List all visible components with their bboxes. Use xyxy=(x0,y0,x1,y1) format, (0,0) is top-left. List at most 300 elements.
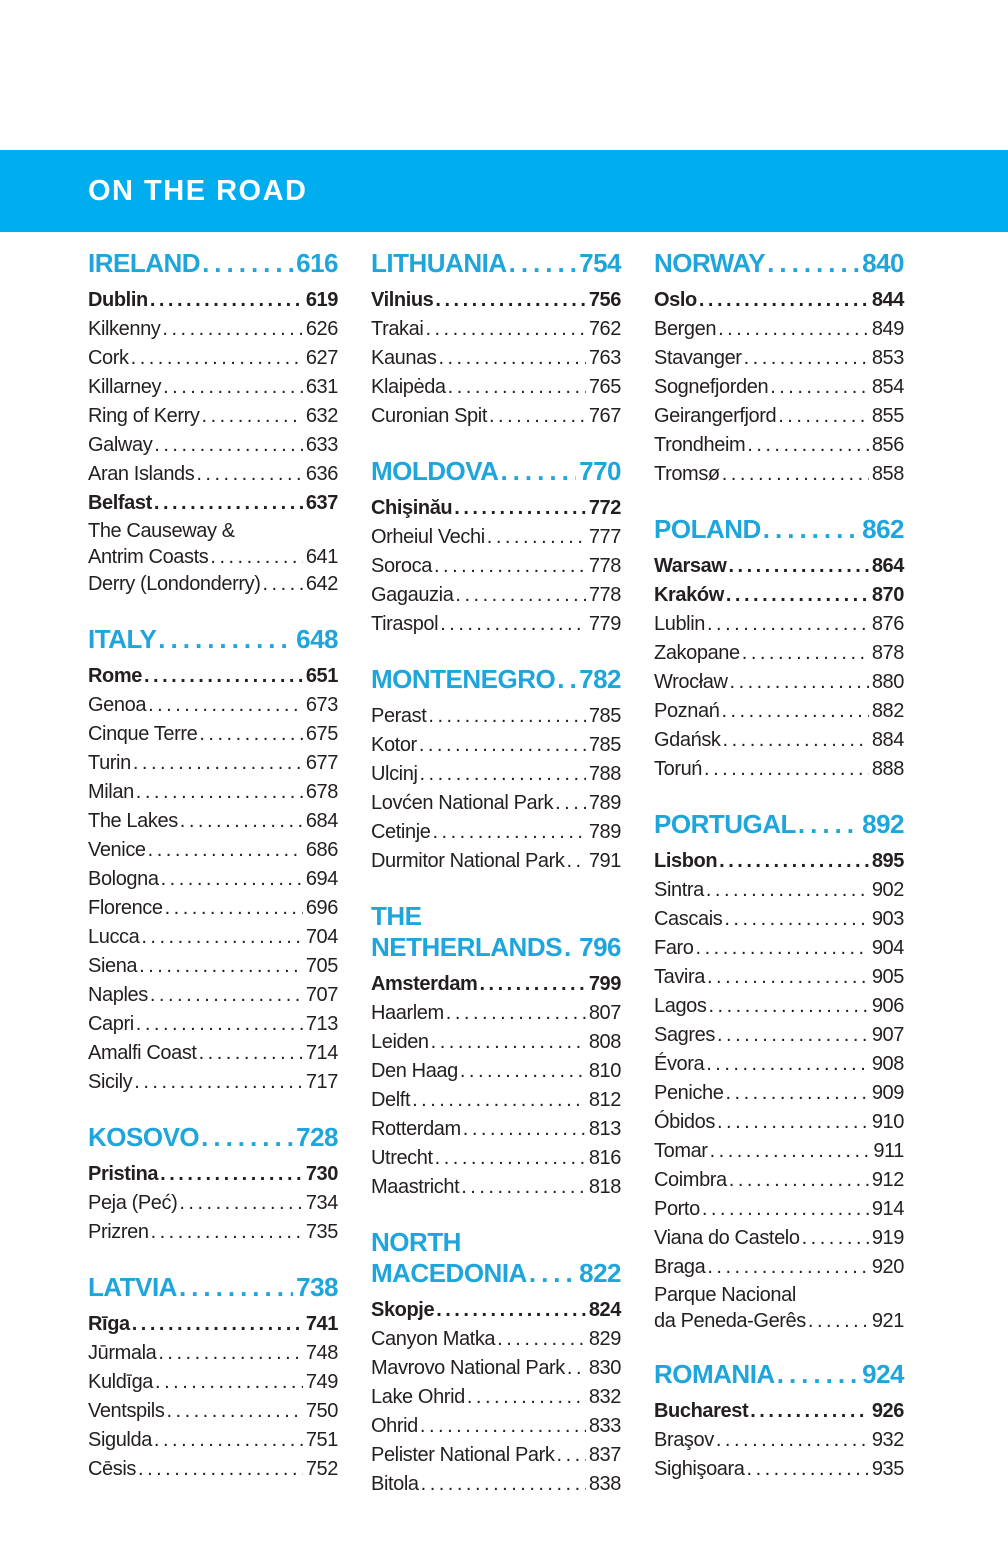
toc-entry-page-number: 735 xyxy=(305,1221,338,1243)
toc-entry-label: Jūrmala xyxy=(88,1342,157,1364)
toc-entry xyxy=(88,1455,338,1484)
toc-entry-page-number: 734 xyxy=(305,1192,338,1214)
toc-entry-page-number: 789 xyxy=(588,821,621,843)
toc-entry-page-number: 880 xyxy=(871,671,904,693)
toc-entry-label: Haarlem xyxy=(371,1002,444,1024)
section-heading-label: KOSOVO xyxy=(88,1122,200,1152)
toc-entry-page-number: 751 xyxy=(305,1429,338,1451)
section-heading-page-number: 616 xyxy=(296,248,338,278)
toc-entry-page-number: 854 xyxy=(871,376,904,398)
toc-entry xyxy=(88,836,338,865)
toc-entry-label: Turin xyxy=(88,752,131,774)
toc-entry-page-number: 849 xyxy=(871,318,904,340)
section-heading-page-number: 840 xyxy=(862,248,904,278)
dot-leader xyxy=(694,934,869,963)
dot-leader xyxy=(417,731,586,760)
toc-entry-label: Naples xyxy=(88,984,148,1006)
toc-entry-label: Kaunas xyxy=(371,347,437,369)
dot-leader xyxy=(164,1397,302,1426)
dot-leader xyxy=(459,1173,586,1202)
section-heading-page-number: 924 xyxy=(862,1359,904,1389)
toc-entry-label: Toruń xyxy=(654,758,703,780)
toc-entry xyxy=(654,286,904,315)
toc-entry-label: Vilnius xyxy=(371,289,434,311)
toc-entry-page-number: 756 xyxy=(588,289,621,311)
dot-leader xyxy=(719,697,868,726)
dot-leader xyxy=(153,1368,303,1397)
dot-leader xyxy=(194,460,302,489)
toc-entry-label: Tiraspol xyxy=(371,613,439,635)
dot-leader xyxy=(745,431,869,460)
dot-leader xyxy=(796,809,859,840)
toc-entry-label: Bucharest xyxy=(654,1400,749,1422)
dot-leader xyxy=(130,1310,303,1339)
toc-columns xyxy=(88,248,904,1499)
dot-leader xyxy=(430,818,585,847)
section-heading-label: NORWAY xyxy=(654,248,766,278)
toc-entry-page-number: 788 xyxy=(588,763,621,785)
toc-entry-page-number: 855 xyxy=(871,405,904,427)
toc-entry-label: Genoa xyxy=(88,694,147,716)
toc-entry-label: Sagres xyxy=(654,1024,715,1046)
toc-entry xyxy=(88,749,338,778)
toc-entry-label: Zakopane xyxy=(654,642,740,664)
toc-entry xyxy=(88,460,338,489)
section-heading-page-number: 754 xyxy=(579,248,621,278)
dot-leader xyxy=(433,1144,586,1173)
toc-entry-page-number: 791 xyxy=(588,850,621,872)
toc-entry xyxy=(88,1189,338,1218)
toc-entry-page-number: 833 xyxy=(588,1415,621,1437)
dot-leader xyxy=(705,963,869,992)
toc-entry-page-number: 686 xyxy=(305,839,338,861)
toc-entry-label: Dublin xyxy=(88,289,148,311)
toc-entry-label: Wrocław xyxy=(654,671,728,693)
dot-leader xyxy=(134,1010,303,1039)
toc-entry xyxy=(654,668,904,697)
dot-leader xyxy=(776,402,869,431)
toc-entry-page-number: 906 xyxy=(871,995,904,1017)
toc-entry xyxy=(654,431,904,460)
dot-leader xyxy=(152,1426,303,1455)
toc-entry-page-number: 772 xyxy=(588,497,621,519)
toc-entry-page-number: 816 xyxy=(588,1147,621,1169)
toc-entry xyxy=(654,755,904,784)
dot-leader xyxy=(715,1108,869,1137)
dot-leader xyxy=(177,1272,293,1303)
toc-entry-label: Siena xyxy=(88,955,138,977)
dot-leader xyxy=(458,1057,586,1086)
toc-section-kosovo xyxy=(88,1122,338,1247)
toc-entry-label: Cēsis xyxy=(88,1458,137,1480)
dot-leader xyxy=(159,865,303,894)
toc-entry-page-number: 717 xyxy=(305,1071,338,1093)
section-heading xyxy=(654,248,904,279)
toc-entry-page-number: 888 xyxy=(871,758,904,780)
toc-entry-label: Óbidos xyxy=(654,1111,715,1133)
section-heading xyxy=(88,1272,338,1303)
toc-entry-page-number: 705 xyxy=(305,955,338,977)
toc-entry xyxy=(654,1397,904,1426)
toc-entry xyxy=(654,1253,904,1282)
dot-leader xyxy=(418,760,586,789)
toc-entry xyxy=(88,1426,338,1455)
toc-entry-label: Chişinău xyxy=(371,497,453,519)
section-heading xyxy=(654,514,904,545)
toc-entry-page-number: 810 xyxy=(588,1060,621,1082)
toc-entry xyxy=(371,789,621,818)
dot-leader xyxy=(432,552,586,581)
section-heading-label: MONTENEGRO xyxy=(371,664,556,694)
toc-entry-page-number: 921 xyxy=(871,1310,904,1332)
toc-entry-page-number: 905 xyxy=(871,966,904,988)
toc-entry-page-number: 878 xyxy=(871,642,904,664)
toc-entry-label: Amsterdam xyxy=(371,973,478,995)
dot-leader xyxy=(156,1339,302,1368)
toc-entry-label: Canyon Matka xyxy=(371,1328,496,1350)
toc-entry xyxy=(88,894,338,923)
toc-entry xyxy=(88,402,338,431)
section-heading-page-number: 648 xyxy=(296,624,338,654)
toc-entry xyxy=(371,1354,621,1383)
toc-entry xyxy=(88,518,338,570)
dot-leader xyxy=(728,668,869,697)
toc-entry xyxy=(371,760,621,789)
dot-leader xyxy=(163,894,303,923)
toc-entry-label: Gagauzia xyxy=(371,584,454,606)
dot-leader xyxy=(775,1359,859,1390)
toc-entry-page-number: 799 xyxy=(588,973,621,995)
toc-entry-label: Poznań xyxy=(654,700,720,722)
dot-leader xyxy=(714,1426,869,1455)
toc-entry xyxy=(654,315,904,344)
toc-entry-page-number: 830 xyxy=(588,1357,621,1379)
dot-leader xyxy=(199,1122,293,1153)
section-heading xyxy=(88,624,338,655)
dot-leader xyxy=(177,1189,302,1218)
toc-entry-label: Lake Ohrid xyxy=(371,1386,465,1408)
toc-section-norway xyxy=(654,248,904,489)
dot-leader xyxy=(745,1455,869,1484)
toc-entry-page-number: 741 xyxy=(305,1313,338,1335)
dot-leader xyxy=(724,581,869,610)
toc-entry xyxy=(654,1224,904,1253)
toc-entry-page-number: 813 xyxy=(588,1118,621,1140)
toc-entry xyxy=(88,344,338,373)
dot-leader xyxy=(765,248,859,279)
toc-entry xyxy=(371,1383,621,1412)
toc-entry xyxy=(88,1039,338,1068)
toc-entry xyxy=(654,552,904,581)
dot-leader xyxy=(426,702,585,731)
toc-entry-label: Peja (Peć) xyxy=(88,1192,178,1214)
toc-entry-page-number: 749 xyxy=(305,1371,338,1393)
toc-entry xyxy=(654,639,904,668)
toc-entry-page-number: 908 xyxy=(871,1053,904,1075)
toc-entry-page-number: 762 xyxy=(588,318,621,340)
section-heading xyxy=(371,456,621,487)
section-heading xyxy=(371,1227,621,1289)
toc-entry-label: Utrecht xyxy=(371,1147,433,1169)
toc-entry-label: Cinque Terre xyxy=(88,723,198,745)
toc-entry xyxy=(371,494,621,523)
toc-section-romania xyxy=(654,1359,904,1484)
toc-entry-page-number: 919 xyxy=(871,1227,904,1249)
toc-entry xyxy=(654,963,904,992)
dot-leader xyxy=(410,1086,586,1115)
dot-leader xyxy=(748,1397,869,1426)
toc-section-north xyxy=(371,1227,621,1499)
dot-leader xyxy=(152,431,303,460)
toc-entry xyxy=(88,431,338,460)
section-heading-line1: NORTH xyxy=(371,1227,461,1257)
toc-entry-label: Curonian Spit xyxy=(371,405,487,427)
dot-leader xyxy=(438,610,586,639)
toc-entry-label: Trondheim xyxy=(654,434,746,456)
section-heading-page-number: 796 xyxy=(579,932,621,962)
toc-entry xyxy=(654,344,904,373)
toc-entry-label: Kraków xyxy=(654,584,724,606)
dot-leader xyxy=(197,1039,303,1068)
dot-leader xyxy=(723,1079,868,1108)
toc-entry-label: The Lakes xyxy=(88,810,178,832)
dot-leader xyxy=(461,1115,586,1144)
dot-leader xyxy=(742,344,869,373)
toc-entry-page-number: 673 xyxy=(305,694,338,716)
section-heading-label: LITHUANIA xyxy=(371,248,507,278)
section-heading xyxy=(88,1122,338,1153)
toc-entry-label: Galway xyxy=(88,434,153,456)
toc-entry-page-number: 829 xyxy=(588,1328,621,1350)
dot-leader xyxy=(142,662,303,691)
section-heading xyxy=(371,1258,621,1289)
toc-entry xyxy=(654,1079,904,1108)
dot-leader xyxy=(137,952,303,981)
toc-entry xyxy=(371,702,621,731)
toc-entry xyxy=(654,876,904,905)
toc-column-3 xyxy=(654,248,904,1484)
toc-entry-page-number: 777 xyxy=(588,526,621,548)
toc-entry-page-number: 911 xyxy=(873,1140,904,1162)
toc-entry xyxy=(654,1455,904,1484)
toc-entry-page-number: 707 xyxy=(305,984,338,1006)
toc-entry xyxy=(371,373,621,402)
section-heading xyxy=(88,248,338,279)
toc-entry xyxy=(371,581,621,610)
on-the-road-band xyxy=(0,150,1008,232)
toc-entry xyxy=(371,552,621,581)
toc-entry xyxy=(88,1160,338,1189)
toc-entry-page-number: 785 xyxy=(588,705,621,727)
toc-entry-page-number: 789 xyxy=(588,792,621,814)
toc-entry xyxy=(371,1144,621,1173)
toc-entry-label: Lovćen National Park xyxy=(371,792,554,814)
toc-entry-label: Capri xyxy=(88,1013,134,1035)
dot-leader xyxy=(152,489,303,518)
section-heading-label: ITALY xyxy=(88,624,157,654)
toc-entry-page-number: 713 xyxy=(305,1013,338,1035)
dot-leader xyxy=(562,932,576,963)
toc-entry-page-number: 904 xyxy=(871,937,904,959)
toc-entry-page-number: 856 xyxy=(871,434,904,456)
toc-entry xyxy=(654,402,904,431)
section-heading xyxy=(654,1359,904,1390)
toc-entry-page-number: 642 xyxy=(305,573,338,595)
toc-entry xyxy=(371,1470,621,1499)
dot-leader xyxy=(465,1383,586,1412)
dot-leader xyxy=(721,726,869,755)
toc-entry-page-number: 870 xyxy=(871,584,904,606)
toc-entry-label: Évora xyxy=(654,1053,705,1075)
toc-entry xyxy=(371,610,621,639)
toc-entry-label: Ohrid xyxy=(371,1415,418,1437)
toc-entry-label: Derry (Londonderry) xyxy=(88,573,261,595)
dot-leader xyxy=(715,1021,869,1050)
toc-entry-label: Aran Islands xyxy=(88,463,195,485)
dot-leader xyxy=(146,836,303,865)
toc-entry-page-number: 626 xyxy=(305,318,338,340)
toc-entry-page-number: 696 xyxy=(305,897,338,919)
dot-leader xyxy=(707,992,869,1021)
toc-entry-page-number: 765 xyxy=(588,376,621,398)
dot-leader xyxy=(705,1253,868,1282)
toc-entry-page-number: 632 xyxy=(305,405,338,427)
section-heading-page-number: 770 xyxy=(579,456,621,486)
toc-entry-label: Lisbon xyxy=(654,850,718,872)
toc-entry-page-number: 627 xyxy=(305,347,338,369)
toc-entry-page-number: 633 xyxy=(305,434,338,456)
toc-entry xyxy=(88,1339,338,1368)
toc-entry xyxy=(371,1086,621,1115)
dot-leader xyxy=(208,544,302,570)
toc-entry-page-number: 694 xyxy=(305,868,338,890)
page-title: ON THE ROAD xyxy=(88,174,308,207)
toc-entry xyxy=(88,952,338,981)
toc-entry-page-number: 763 xyxy=(588,347,621,369)
toc-entry-label: Cascais xyxy=(654,908,723,930)
toc-entry-page-number: 932 xyxy=(871,1429,904,1451)
toc-entry-label: Viana do Castelo xyxy=(654,1227,800,1249)
dot-leader xyxy=(704,1050,869,1079)
toc-entry-label: Ring of Kerry xyxy=(88,405,200,427)
dot-leader xyxy=(485,523,586,552)
dot-leader xyxy=(132,1068,303,1097)
section-heading xyxy=(371,901,621,963)
toc-entry-page-number: 864 xyxy=(871,555,904,577)
toc-entry-label: Porto xyxy=(654,1198,700,1220)
toc-entry-label: Klaipėda xyxy=(371,376,446,398)
toc-entry-page-number: 619 xyxy=(305,289,338,311)
toc-entry-page-number: 752 xyxy=(305,1458,338,1480)
toc-entry xyxy=(654,1108,904,1137)
section-heading xyxy=(371,248,621,279)
toc-entry-page-number: 812 xyxy=(588,1089,621,1111)
toc-entry xyxy=(654,1137,904,1166)
dot-leader xyxy=(726,552,868,581)
toc-entry xyxy=(654,1426,904,1455)
toc-entry xyxy=(654,1021,904,1050)
toc-entry-page-number: 909 xyxy=(871,1082,904,1104)
toc-entry-label: Soroca xyxy=(371,555,432,577)
toc-entry-page-number: 808 xyxy=(588,1031,621,1053)
toc-entry-label: Lagos xyxy=(654,995,707,1017)
toc-entry xyxy=(371,1296,621,1325)
entry-label-line1: Parque Nacional xyxy=(654,1284,796,1306)
toc-column-2 xyxy=(371,248,621,1499)
toc-entry xyxy=(88,373,338,402)
toc-entry-label: Bitola xyxy=(371,1473,419,1495)
dot-leader xyxy=(498,456,576,487)
entry-label-line1: The Causeway & xyxy=(88,520,235,542)
toc-entry-label: Killarney xyxy=(88,376,162,398)
section-heading-label: ROMANIA xyxy=(654,1359,775,1389)
dot-leader xyxy=(555,664,576,695)
toc-entry-page-number: 853 xyxy=(871,347,904,369)
toc-entry-label: Rotterdam xyxy=(371,1118,461,1140)
toc-entry xyxy=(654,1050,904,1079)
toc-entry xyxy=(88,544,338,570)
toc-entry-label: Pelister National Park xyxy=(371,1444,555,1466)
toc-entry-label: Trakai xyxy=(371,318,424,340)
toc-entry-label: Skopje xyxy=(371,1299,435,1321)
dot-leader xyxy=(495,1325,586,1354)
toc-section-latvia xyxy=(88,1272,338,1484)
toc-entry-label: Leiden xyxy=(371,1031,429,1053)
toc-entry-page-number: 907 xyxy=(871,1024,904,1046)
dot-leader xyxy=(178,807,303,836)
section-heading xyxy=(371,932,621,963)
toc-entry-page-number: 684 xyxy=(305,810,338,832)
toc-entry-label: Mavrovo National Park xyxy=(371,1357,565,1379)
toc-entry xyxy=(371,1325,621,1354)
toc-entry-label: Gdańsk xyxy=(654,729,721,751)
toc-entry xyxy=(654,610,904,639)
toc-entry-page-number: 824 xyxy=(588,1299,621,1321)
toc-entry-page-number: 807 xyxy=(588,1002,621,1024)
dot-leader xyxy=(148,981,303,1010)
toc-entry xyxy=(371,1057,621,1086)
toc-entry xyxy=(654,992,904,1021)
section-heading xyxy=(88,624,338,655)
dot-leader xyxy=(156,624,293,655)
section-heading-page-number: 738 xyxy=(296,1272,338,1302)
toc-entry-label: Venice xyxy=(88,839,146,861)
toc-entry-label: Maastricht xyxy=(371,1176,460,1198)
dot-leader xyxy=(158,1160,303,1189)
dot-leader xyxy=(555,1441,586,1470)
toc-section-poland xyxy=(654,514,904,784)
toc-entry-label: Rīga xyxy=(88,1313,130,1335)
dot-leader xyxy=(761,514,859,545)
toc-entry-page-number: 926 xyxy=(871,1400,904,1422)
toc-entry-page-number: 876 xyxy=(871,613,904,635)
toc-entry-page-number: 785 xyxy=(588,734,621,756)
dot-leader xyxy=(149,1218,303,1247)
dot-leader xyxy=(565,1354,586,1383)
dot-leader xyxy=(139,923,302,952)
toc-entry-label: Den Haag xyxy=(371,1060,458,1082)
toc-entry-page-number: 902 xyxy=(871,879,904,901)
toc-entry-page-number: 636 xyxy=(305,463,338,485)
toc-entry-label: Stavanger xyxy=(654,347,742,369)
toc-entry-label: Florence xyxy=(88,897,163,919)
toc-entry-page-number: 778 xyxy=(588,555,621,577)
dot-leader xyxy=(260,570,302,599)
section-heading xyxy=(88,248,338,279)
toc-entry-label: Lublin xyxy=(654,613,705,635)
dot-leader xyxy=(806,1308,869,1334)
toc-entry-label: Prizren xyxy=(88,1221,149,1243)
